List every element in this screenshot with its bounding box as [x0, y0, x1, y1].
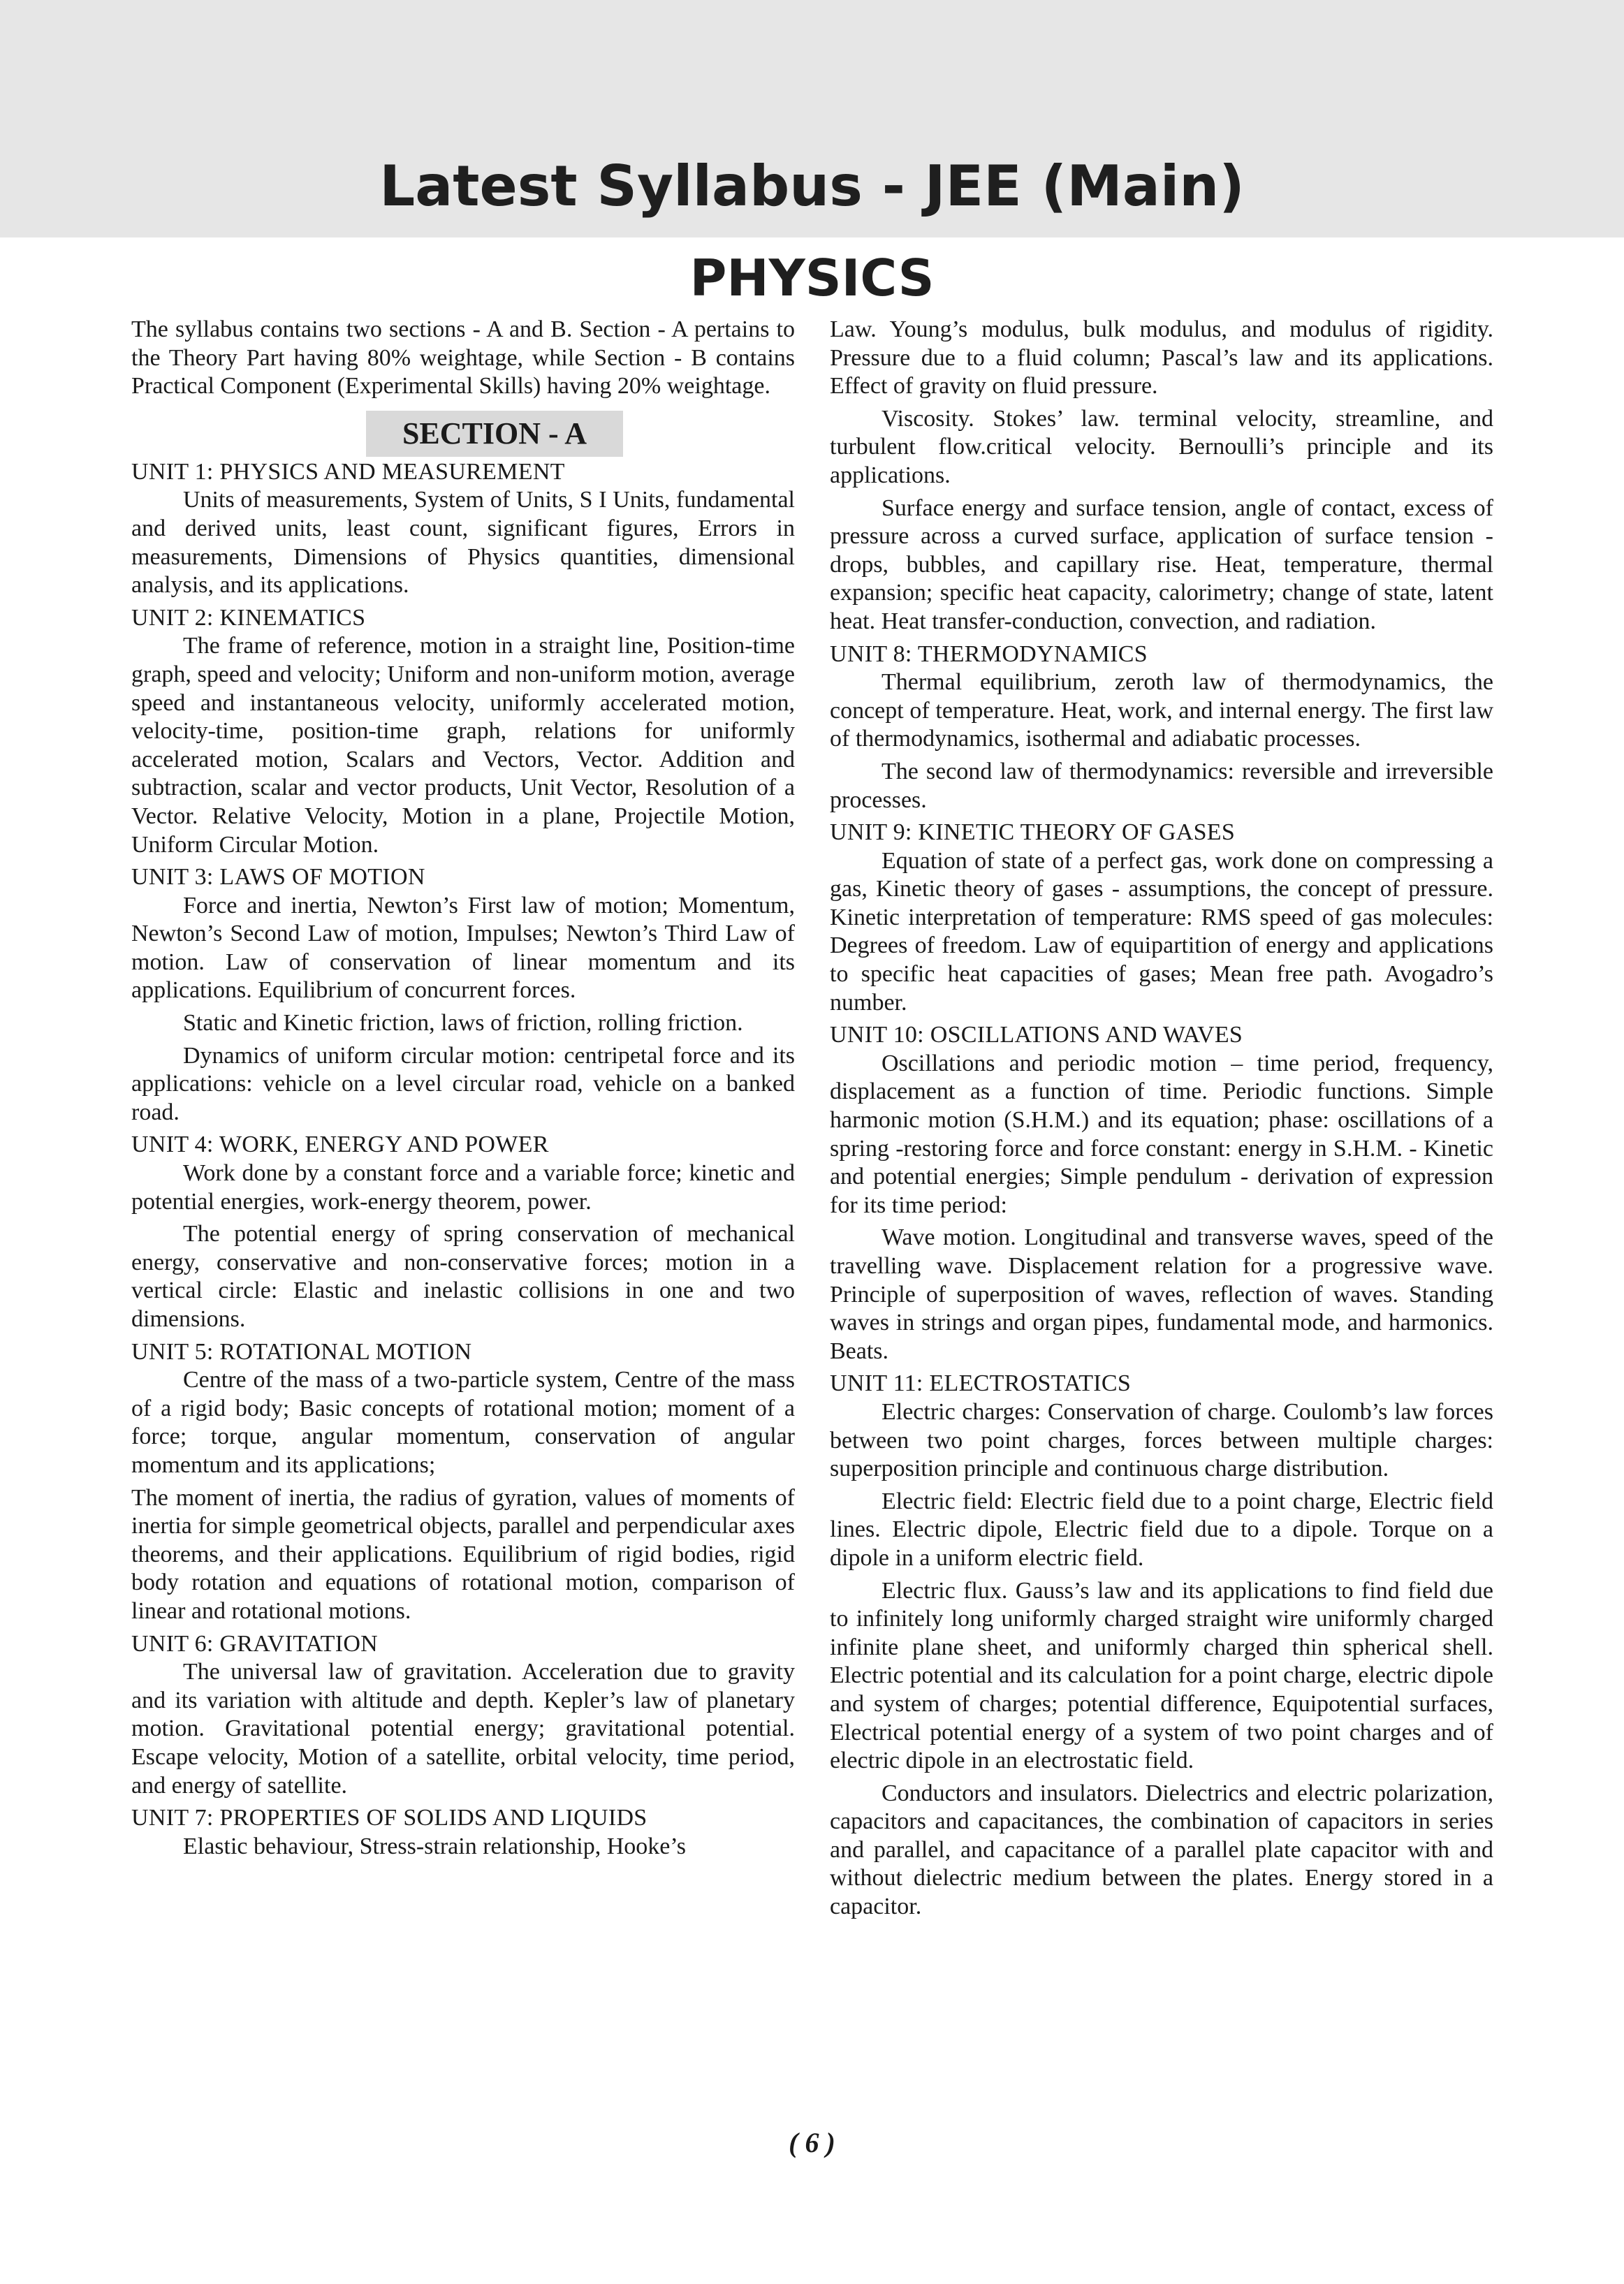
unit-7-paragraph-start: Elastic behaviour, Stress-strain relationship, Hooke’s [183, 1833, 687, 1859]
unit-10-paragraph-1: Oscillations and periodic motion – time period, frequency, displacement as a function of time. Periodic functions. Simple harmonic motion (S.H.M.) and its equation; phase: oscillations of a spring -restoring force and force constant: energy in S.H.M. - Kinetic and potential energies; Simple pendulum - derivation of expression for its time period: [830, 1050, 1493, 1218]
left-column [131, 316, 795, 1865]
unit-5-paragraph-2: The moment of inertia, the radius of gyration, values of moments of inertia for simple geometrical objects, parallel and perpendicular axes theorems, and their applications. Equilibrium of rigid bodies, rigid body rotation and equations of rotational motion, comparison of linear and rotational motions. [131, 1484, 795, 1624]
unit-2-heading: UNIT 2: KINEMATICS [131, 604, 366, 631]
unit-11-paragraph-3: Electric flux. Gauss’s law and its applications to find field due to infinitely long uniformly charged straight wire uniformly charged infinite plane sheet, and uniformly charged thin spherical shell. Electric potential and its calculation for a point charge, electric dipole and system of charges; potential difference, Equipotential surfaces, Electrical potential energy of a system of two point charges and of electric dipole in an electrostatic field. [830, 1577, 1493, 1774]
unit-7-paragraph-2: Viscosity. Stokes’ law. terminal velocity, streamline, and turbulent flow.critical velocity. Bernoulli’s principle and its applications. [830, 405, 1493, 488]
unit-10-paragraph-2: Wave motion. Longitudinal and transverse waves, speed of the travelling wave. Displacement relation for a progressive wave. Principle of superposition of waves, reflection of waves. Standing waves in strings and organ pipes, fundamental mode, and harmonics. Beats. [830, 1224, 1493, 1364]
section-label-wrap [131, 411, 795, 457]
unit-11-paragraph-4: Conductors and insulators. Dielectrics and electric polarization, capacitors and capacitances, the combination of capacitors in series and parallel, and capacitance of a parallel plate capacitor with and without dielectric medium between the plates. Energy stored in a capacitor. [830, 1780, 1493, 1920]
section-a-label: SECTION - A [366, 411, 623, 457]
unit-3-paragraph-2: Static and Kinetic friction, laws of friction, rolling friction. [183, 1010, 743, 1037]
unit-7-paragraph-3: Surface energy and surface tension, angle of contact, excess of pressure across a curved surface, application of surface tension - drops, bubbles, and capillary rise. Heat, temperature, thermal expansion; specific heat capacity, calorimetry; change of state, latent heat. Heat transfer-conduction, convection, and radiation. [830, 495, 1493, 634]
unit-6-paragraph: The universal law of gravitation. Acceleration due to gravity and its variation with altitude and depth. Kepler’s law of planetary motion. Gravitational potential energy; gravitational potential. Escape velocity, Motion of a satellite, orbital velocity, time period, and energy of satellite. [131, 1659, 795, 1799]
unit-4-heading: UNIT 4: WORK, ENERGY AND POWER [131, 1132, 549, 1158]
unit-10-heading: UNIT 10: OSCILLATIONS AND WAVES [830, 1022, 1243, 1048]
unit-8-paragraph-2: The second law of thermodynamics: reversible and irreversible processes. [830, 758, 1493, 813]
unit-2-paragraph: The frame of reference, motion in a straight line, Position-time graph, speed and velocity; Uniform and non-uniform motion, average speed and instantaneous velocity, uniformly accelerated motion, velocity-time, position-time graph, relations for uniformly accelerated motion, Scalars and Vectors, Vector. Addition and subtraction, scalar and vector products, Unit Vector, Resolution of a Vector. Relative Velocity, Motion in a plane, Projectile Motion, Uniform Circular Motion. [131, 633, 795, 858]
unit-1-paragraph: Units of measurements, System of Units, S I Units, fundamental and derived units, least count, significant figures, Errors in measurements, Dimensions of Physics quantities, dimensional analysis, and its applications. [131, 487, 795, 599]
page-title: Latest Syllabus - JEE (Main) [379, 154, 1245, 219]
unit-9-heading: UNIT 9: KINETIC THEORY OF GASES [830, 819, 1236, 846]
unit-3-paragraph-3: Dynamics of uniform circular motion: centripetal force and its applications: vehicle on a level circular road, vehicle on a banked road. [131, 1042, 795, 1125]
unit-3-paragraph-1: Force and inertia, Newton’s First law of motion; Momentum, Newton’s Second Law of motion, Impulses; Newton’s Third Law of motion. Law of conservation of linear momentum and its applications. Equilibrium of concurrent forces. [131, 892, 795, 1004]
unit-5-heading: UNIT 5: ROTATIONAL MOTION [131, 1338, 472, 1365]
unit-4-paragraph-1: Work done by a constant force and a variable force; kinetic and potential energies, work-energy theorem, power. [131, 1160, 795, 1215]
unit-7-heading: UNIT 7: PROPERTIES OF SOLIDS AND LIQUIDS [131, 1805, 648, 1831]
unit-4-paragraph-2: The potential energy of spring conservation of mechanical energy, conservative and non-conservative forces; motion in a vertical circle: Elastic and inelastic collisions in one and two dimensions. [131, 1221, 795, 1332]
unit-11-heading: UNIT 11: ELECTROSTATICS [830, 1370, 1132, 1397]
right-column [830, 316, 1493, 1926]
unit-1-heading: UNIT 1: PHYSICS AND MEASUREMENT [131, 458, 565, 485]
unit-8-paragraph-1: Thermal equilibrium, zeroth law of thermodynamics, the concept of temperature. Heat, work, and internal energy. The first law of thermodynamics, isothermal and adiabatic processes. [830, 669, 1493, 752]
subject-title: PHYSICS [689, 249, 935, 307]
unit-8-heading: UNIT 8: THERMODYNAMICS [830, 640, 1148, 667]
unit-5-paragraph-1: Centre of the mass of a two-particle system, Centre of the mass of a rigid body; Basic concepts of rotational motion; moment of a force; torque, angular momentum, conservation of angular momentum and its applications; [131, 1367, 795, 1478]
unit-7-continuation: Law. Young’s modulus, bulk modulus, and modulus of rigidity. Pressure due to a fluid column; Pascal’s law and its applications. Effect of gravity on fluid pressure. [830, 316, 1493, 400]
unit-11-paragraph-1: Electric charges: Conservation of charge. Coulomb’s law forces between two point charges, forces between multiple charges: superposition principle and continuous charge distribution. [830, 1398, 1493, 1482]
page-number: ( 6 ) [789, 2127, 835, 2158]
unit-6-heading: UNIT 6: GRAVITATION [131, 1630, 379, 1657]
unit-11-paragraph-2: Electric field: Electric field due to a point charge, Electric field lines. Electric dipole, Electric field due to a dipole. Torque on a dipole in a uniform electric field. [830, 1488, 1493, 1571]
intro-paragraph: The syllabus contains two sections - A and B. Section - A pertains to the Theory Part having 80% weightage, while Section - B contains Practical Component (Experimental Skills) having 20% weightage. [131, 316, 795, 400]
unit-9-paragraph: Equation of state of a perfect gas, work done on compressing a gas, Kinetic theory of gases - assumptions, the concept of pressure. Kinetic interpretation of temperature: RMS speed of gas molecules: Degrees of freedom. Law of equipartition of energy and applications to specific heat capacities of gases; Mean free path. Avogadro’s number. [830, 847, 1493, 1016]
unit-3-heading: UNIT 3: LAWS OF MOTION [131, 864, 425, 891]
